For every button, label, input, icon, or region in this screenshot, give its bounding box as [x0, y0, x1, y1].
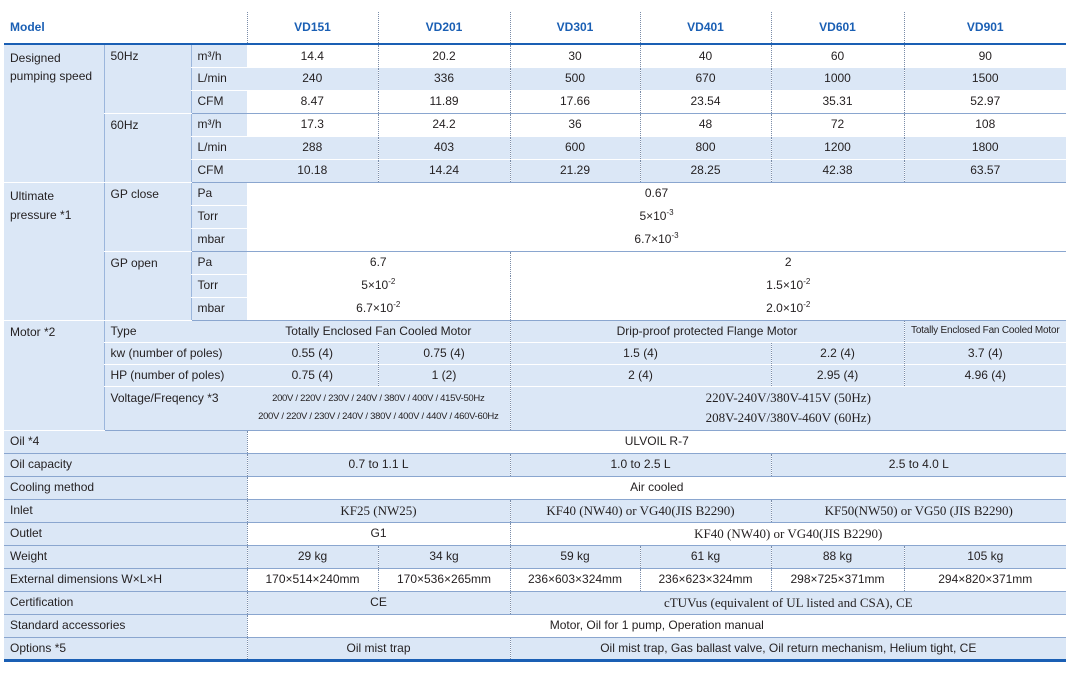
value-cell: ULVOIL R-7 — [247, 430, 1066, 453]
value-cell: 20.2 — [378, 44, 510, 67]
cooling-row — [4, 476, 1066, 499]
value-cell: 61 kg — [640, 545, 771, 568]
motor-kw-row — [4, 342, 1066, 364]
unit-m3h: m³/h — [191, 113, 247, 136]
value-cell: Totally Enclosed Fan Cooled Motor — [247, 320, 510, 342]
value-cell: $6.7\times 10^{-3}$ — [247, 228, 1066, 251]
accessories-row — [4, 614, 1066, 637]
value-cell: 1500 — [904, 67, 1066, 90]
value-cell: 336 — [378, 67, 510, 90]
value-cell: Oil mist trap, Gas ballast valve, Oil return mechanism, Helium tight, CE — [510, 637, 1066, 660]
options-row — [4, 637, 1066, 660]
pumping-50-m3h-row — [4, 44, 1066, 67]
value-cell: 29 kg — [247, 545, 378, 568]
value-cell: 1800 — [904, 136, 1066, 159]
value-cell: 6.7 — [247, 251, 510, 274]
value-cell: Drip-proof protected Flange Motor — [510, 320, 904, 342]
value-cell: 170×536×265mm — [378, 568, 510, 591]
accessories-label: Standard accessories — [4, 614, 247, 637]
value-cell: 88 kg — [771, 545, 904, 568]
value-cell: 500 — [510, 67, 640, 90]
model-vd201: VD201 — [378, 12, 510, 44]
value-cell: 42.38 — [771, 159, 904, 182]
motor-voltage-label: Voltage/Freqency *3 — [104, 386, 247, 430]
value-cell: $5\times 10^{-3}$ — [247, 205, 1066, 228]
model-vd601: VD601 — [771, 12, 904, 44]
oil-label: Oil *4 — [4, 430, 247, 453]
pumping-60-m3h-row — [4, 113, 1066, 136]
ultimate-open-pa-row — [4, 251, 1066, 274]
value-cell: Oil mist trap — [247, 637, 510, 660]
value-cell: KF50(NW50) or VG50 (JIS B2290) — [771, 499, 1066, 522]
value-cell: 298×725×371mm — [771, 568, 904, 591]
value-cell: 2.5 to 4.0 L — [771, 453, 1066, 476]
value-cell: 288 — [247, 136, 378, 159]
value-cell: 34 kg — [378, 545, 510, 568]
value-cell: Air cooled — [247, 476, 1066, 499]
value-cell: 52.97 — [904, 90, 1066, 113]
header-row — [4, 12, 1066, 44]
value-cell: G1 — [247, 522, 510, 545]
value-cell: 220V-240V/380V-415V (50Hz) 208V-240V/380V-460V (60Hz) — [510, 386, 1066, 430]
unit-m3h: m³/h — [191, 44, 247, 67]
oil-row — [4, 430, 1066, 453]
unit-torr: Torr — [191, 205, 247, 228]
value-cell: 2.2 (4) — [771, 342, 904, 364]
value-cell: 14.24 — [378, 159, 510, 182]
value-cell: 3.7 (4) — [904, 342, 1066, 364]
value-cell: 403 — [378, 136, 510, 159]
value-cell: 0.67 — [247, 182, 1066, 205]
value-cell: 24.2 — [378, 113, 510, 136]
model-vd301: VD301 — [510, 12, 640, 44]
motor-kw-label: kw (number of poles) — [104, 342, 247, 364]
value-cell: 30 — [510, 44, 640, 67]
value-cell: 17.66 — [510, 90, 640, 113]
ultimate-close-pa-row — [4, 182, 1066, 205]
outlet-row — [4, 522, 1066, 545]
value-cell: 23.54 — [640, 90, 771, 113]
gp-close-label: GP close — [104, 182, 191, 251]
model-label: Model — [4, 12, 247, 44]
value-cell: 72 — [771, 113, 904, 136]
value-cell: 1.5 (4) — [510, 342, 771, 364]
options-label: Options *5 — [4, 637, 247, 660]
unit-cfm: CFM — [191, 159, 247, 182]
value-cell: 36 — [510, 113, 640, 136]
value-cell: 236×623×324mm — [640, 568, 771, 591]
motor-type-row — [4, 320, 1066, 342]
value-cell: 200V / 220V / 230V / 240V / 380V / 400V / 415V-50Hz 200V / 220V / 230V / 240V / 380V / 400V / 440V / 460V-60Hz — [247, 386, 510, 430]
motor-label: Motor *2 — [4, 320, 104, 430]
value-cell: CE — [247, 591, 510, 614]
oil-capacity-row — [4, 453, 1066, 476]
value-cell: 108 — [904, 113, 1066, 136]
value-cell: KF40 (NW40) or VG40(JIS B2290) — [510, 522, 1066, 545]
motor-voltage-row — [4, 386, 1066, 430]
dimensions-row — [4, 568, 1066, 591]
value-cell: KF25 (NW25) — [247, 499, 510, 522]
hz50-label: 50Hz — [104, 44, 191, 113]
value-cell: $5\times 10^{-2}$ — [247, 274, 510, 297]
model-vd401: VD401 — [640, 12, 771, 44]
value-cell: Totally Enclosed Fan Cooled Motor — [904, 320, 1066, 342]
spec-table — [4, 12, 1066, 662]
motor-hp-label: HP (number of poles) — [104, 364, 247, 386]
inlet-label: Inlet — [4, 499, 247, 522]
value-cell: 0.7 to 1.1 L — [247, 453, 510, 476]
value-cell: 21.29 — [510, 159, 640, 182]
value-cell: 236×603×324mm — [510, 568, 640, 591]
pumping-speed-label: Designed pumping speed — [4, 44, 104, 182]
value-cell: $6.7\times 10^{-2}$ — [247, 297, 510, 320]
value-cell: $2.0\times 10^{-2}$ — [510, 297, 1066, 320]
model-vd901: VD901 — [904, 12, 1066, 44]
value-cell: 240 — [247, 67, 378, 90]
value-cell: 59 kg — [510, 545, 640, 568]
value-cell: 60 — [771, 44, 904, 67]
unit-mbar: mbar — [191, 228, 247, 251]
unit-cfm: CFM — [191, 90, 247, 113]
value-cell: 800 — [640, 136, 771, 159]
value-cell: $1.5\times 10^{-2}$ — [510, 274, 1066, 297]
value-cell: 8.47 — [247, 90, 378, 113]
value-cell: 2.95 (4) — [771, 364, 904, 386]
value-cell: 1.0 to 2.5 L — [510, 453, 771, 476]
weight-row — [4, 545, 1066, 568]
value-cell: 600 — [510, 136, 640, 159]
value-cell: 1 (2) — [378, 364, 510, 386]
value-cell: Motor, Oil for 1 pump, Operation manual — [247, 614, 1066, 637]
hz60-label: 60Hz — [104, 113, 191, 182]
value-cell: 14.4 — [247, 44, 378, 67]
gp-open-label: GP open — [104, 251, 191, 320]
value-cell: 0.75 (4) — [378, 342, 510, 364]
value-cell: 2 — [510, 251, 1066, 274]
value-cell: 1000 — [771, 67, 904, 90]
value-cell: 1200 — [771, 136, 904, 159]
value-cell: 90 — [904, 44, 1066, 67]
oil-capacity-label: Oil capacity — [4, 453, 247, 476]
outlet-label: Outlet — [4, 522, 247, 545]
value-cell: 2 (4) — [510, 364, 771, 386]
inlet-row — [4, 499, 1066, 522]
value-cell: 294×820×371mm — [904, 568, 1066, 591]
cooling-label: Cooling method — [4, 476, 247, 499]
value-cell: 105 kg — [904, 545, 1066, 568]
motor-type-label: Type — [104, 320, 247, 342]
value-cell: 40 — [640, 44, 771, 67]
unit-torr: Torr — [191, 274, 247, 297]
unit-pa: Pa — [191, 251, 247, 274]
unit-lmin: L/min — [191, 136, 247, 159]
ultimate-pressure-label: Ultimate pressure *1 — [4, 182, 104, 320]
value-cell: 17.3 — [247, 113, 378, 136]
value-cell: 0.75 (4) — [247, 364, 378, 386]
value-cell: 28.25 — [640, 159, 771, 182]
model-vd151: VD151 — [247, 12, 378, 44]
value-cell: 10.18 — [247, 159, 378, 182]
unit-lmin: L/min — [191, 67, 247, 90]
value-cell: 35.31 — [771, 90, 904, 113]
certification-row — [4, 591, 1066, 614]
unit-mbar: mbar — [191, 297, 247, 320]
dimensions-label: External dimensions W×L×H — [4, 568, 247, 591]
value-cell: cTUVus (equivalent of UL listed and CSA), CE — [510, 591, 1066, 614]
weight-label: Weight — [4, 545, 247, 568]
value-cell: 11.89 — [378, 90, 510, 113]
value-cell: 48 — [640, 113, 771, 136]
certification-label: Certification — [4, 591, 247, 614]
value-cell: 0.55 (4) — [247, 342, 378, 364]
value-cell: 63.57 — [904, 159, 1066, 182]
motor-hp-row — [4, 364, 1066, 386]
value-cell: KF40 (NW40) or VG40(JIS B2290) — [510, 499, 771, 522]
value-cell: 670 — [640, 67, 771, 90]
value-cell: 170×514×240mm — [247, 568, 378, 591]
value-cell: 4.96 (4) — [904, 364, 1066, 386]
unit-pa: Pa — [191, 182, 247, 205]
